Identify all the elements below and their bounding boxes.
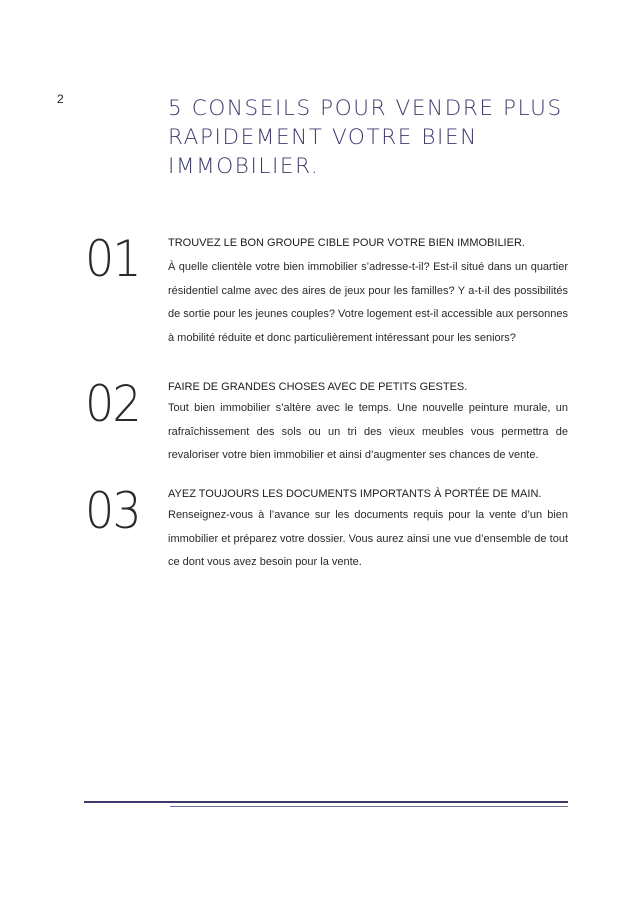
- footer-rule: [84, 801, 568, 803]
- tip-number: 02: [85, 375, 140, 433]
- tip-body: [168, 483, 568, 575]
- tip-text: Tout bien immobilier s’altère avec le temps. Une nouvelle peinture murale, un rafraîchissement des sols ou un tri des vieux meubles vous permettra de revaloriser votre bien immobilier et ainsi d’augmenter ses chances de vente.: [168, 402, 568, 461]
- tip-text: À quelle clientèle votre bien immobilier s’adresse-t-il? Est-il situé dans un quartier résidentiel calme avec des aires de jeux pour les familles? Y a-t-il des possibilités de sortie pour les jeunes couples? Votre logement est-il accessible aux personnes à mobilité réduite et donc particulièrement intéressant pour les seniors?: [168, 261, 568, 344]
- tip-body: [168, 376, 568, 468]
- tip-text: Renseignez-vous à l’avance sur les documents requis pour la vente d’un bien immobilier et préparez votre dossier. Vous aurez ainsi une vue d’ensemble de tout ce dont vous avez besoin pour la vente.: [168, 509, 568, 568]
- tip-heading: FAIRE DE GRANDES CHOSES AVEC DE PETITS GESTES.: [168, 381, 468, 393]
- tip-number: 03: [85, 482, 140, 540]
- page-title: 5 CONSEILS POUR VENDRE PLUS RAPIDEMENT VOTRE BIEN IMMOBILIER.: [168, 96, 563, 179]
- tip-body: [168, 232, 568, 350]
- tip-heading: TROUVEZ LE BON GROUPE CIBLE POUR VOTRE BIEN IMMOBILIER.: [168, 237, 525, 249]
- tip-number: 01: [85, 230, 140, 288]
- page-number: 2: [57, 92, 64, 106]
- footer-subrule: [170, 806, 568, 807]
- tip-heading: AYEZ TOUJOURS LES DOCUMENTS IMPORTANTS À PORTÉE DE MAIN.: [168, 488, 542, 500]
